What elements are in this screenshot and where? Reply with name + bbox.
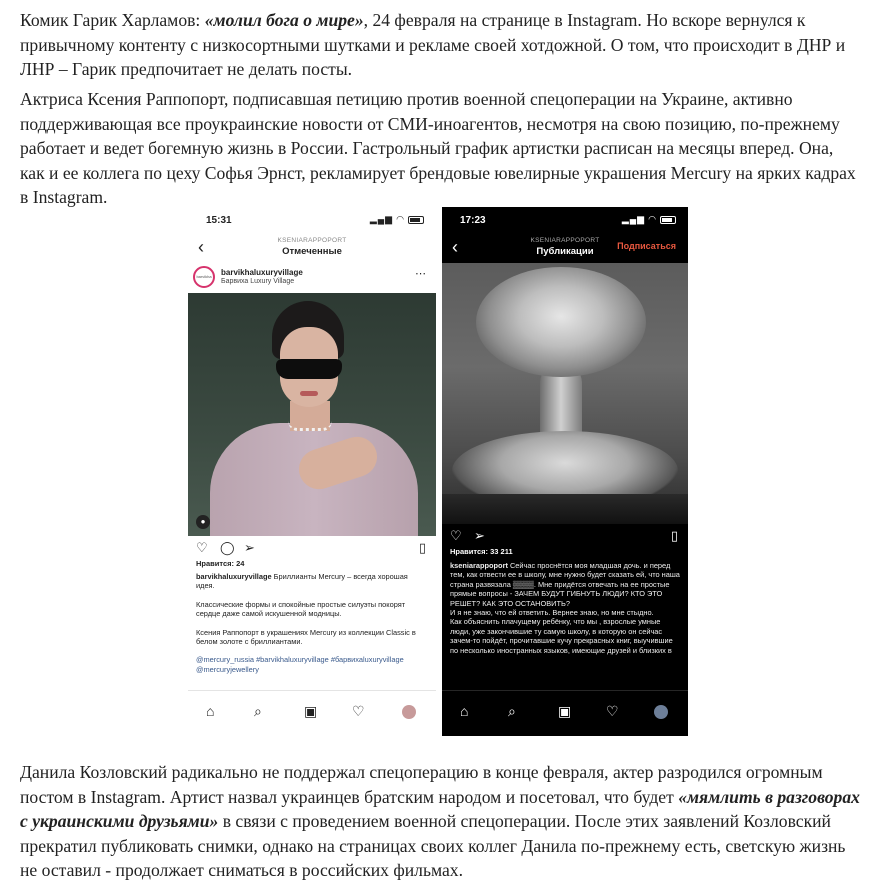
back-icon: ‹ xyxy=(198,237,204,257)
follow-button: Подписаться xyxy=(617,241,676,251)
profile-avatar-icon xyxy=(654,705,668,719)
home-icon: ⌂ xyxy=(460,703,469,719)
user-tag-icon: ● xyxy=(196,515,210,529)
likes-count: Нравится: 33 211 xyxy=(450,547,513,556)
reels-icon: ▣ xyxy=(304,703,318,719)
caption-line-3: Как объяснить плачущему ребёнку, что мы , взрослые умные люди, уже закончившие ту самую школу, в которую он сейчас зачем-то пойдёт, прочитавшие кучу прекрасных книг, выучившие по несколько иностранных языков, имеющие друзей и близких в xyxy=(450,617,673,655)
p3-suffix: в связи с проведением военной спецоперации. После этих заявлений Козловский прекратил публиковать снимки, однако на страницах своих коллег Данила по-прежнему есть, светскую жизнь не оставил - продолжает сниматься в российских фильмах. xyxy=(20,811,846,880)
paragraph-kharlamov xyxy=(20,8,860,82)
p3-quote: «мямлить в разговорах с украинскими друзьями» xyxy=(20,786,860,831)
battery-icon xyxy=(408,216,424,224)
p1-prefix: Комик Гарик Харламов: xyxy=(20,10,205,30)
home-icon: ⌂ xyxy=(206,703,215,719)
post-actions xyxy=(188,537,436,559)
post-caption xyxy=(196,572,428,674)
share-icon: ➢ xyxy=(244,540,255,555)
status-bar xyxy=(442,207,688,233)
paragraph-rappoport: Актриса Ксения Раппопорт, подписавшая петицию против военной спецоперации на Украине, активно поддерживающая все проукраинские новости от СМИ-иноагентов, несмотря на свою позицию, по-прежнему работает и ведет богемную жизнь в России. Гастрольный график артистки расписан на месяцы вперед. Она, как и ее коллега по цеху Софья Эрнст, рекламирует брендовые ювелирные украшения Mercury на ярких кадрах в Instagram. xyxy=(20,89,856,207)
account-name: KSENIARAPPOPORT xyxy=(530,237,600,244)
section-title: Публикации xyxy=(536,246,594,257)
tab-bar xyxy=(188,690,436,736)
caption-line-3: Ксения Раппопорт в украшениях Mercury из коллекции Classic в белом золоте с бриллиантами. xyxy=(196,627,416,647)
bookmark-icon: ▯ xyxy=(670,528,678,543)
status-icons: ▂▄▆ ◠ xyxy=(370,214,424,225)
profile-avatar-icon xyxy=(402,705,416,719)
comment-icon: ◯ xyxy=(220,540,235,555)
battery-icon xyxy=(660,216,676,224)
post-photo-jewelry xyxy=(188,293,436,536)
heart-icon: ♡ xyxy=(450,528,462,543)
likes-count: Нравится: 24 xyxy=(196,559,245,568)
post-caption xyxy=(450,561,680,655)
status-icons: ▂▄▆ ◠ xyxy=(622,214,676,225)
more-icon: ⋯ xyxy=(415,268,426,280)
post-photo-mushroom-cloud xyxy=(442,263,688,524)
search-icon: ⌕ xyxy=(254,703,262,719)
caption-line-1: Сейчас проснётся моя младшая дочь. и перед тем, как отвести ее в школу, мне нужно будет сказать ей, что наша страна развязала ▒▒▒▒. Мне придётся отвечать на ее простые прямые вопросы - ЗАЧЕМ БУДУТ ГИБНУТЬ ЛЮДИ? КТО ЭТО РЕШЕТ? КАК ЭТО ОСТАНОВИТЬ? xyxy=(450,561,680,608)
heart-icon: ♡ xyxy=(196,540,208,555)
post-actions xyxy=(442,525,688,547)
reels-icon: ▣ xyxy=(558,703,572,719)
nav-bar xyxy=(188,233,436,263)
caption-line-2: Классические формы и спокойные простые силуэты покорят сердце даже самой искушенной модницы. xyxy=(196,599,406,619)
share-icon: ➢ xyxy=(474,528,485,543)
caption-hashtags: @mercury_russia #barvikhaluxuryvillage #барвихаluxuryvillage @mercuryjewellery xyxy=(196,655,404,674)
p1-quote: «молил бога о мире» xyxy=(204,10,364,30)
caption-username: barvikhaluxuryvillage xyxy=(196,572,272,581)
search-icon: ⌕ xyxy=(508,703,516,719)
account-name: KSENIARAPPOPORT xyxy=(277,237,347,244)
bookmark-icon: ▯ xyxy=(418,540,426,555)
post-header xyxy=(188,263,436,293)
status-time: 17:23 xyxy=(460,215,486,226)
screenshot-tagged-post xyxy=(188,207,436,736)
avatar: barvikha xyxy=(193,266,215,288)
screenshot-publications xyxy=(442,207,688,736)
p1-suffix: , 24 февраля на странице в Instagram. Но вскоре вернулся к привычному контенту с низкосортными шутками и рекламе своей хотдожной. О том, что происходит в ДНР и ЛНР – Гарик предпочитает не делать посты. xyxy=(20,10,846,79)
p3-prefix: Данила Козловский радикально не поддержал спецоперацию в конце февраля, актер разродился огромным постом в Instagram. Артист назвал украинцев братским народом и посетовал, что будет xyxy=(20,762,823,807)
back-icon: ‹ xyxy=(452,237,458,257)
caption-username: kseniarappoport xyxy=(450,561,508,570)
post-username: barvikhaluxuryvillage xyxy=(221,268,303,277)
caption-line-1: Бриллианты Mercury – всегда хорошая идея. xyxy=(196,572,408,591)
section-title: Отмеченные xyxy=(282,246,342,257)
paragraph-kozlovsky xyxy=(20,760,860,883)
tab-bar xyxy=(442,690,688,736)
activity-icon: ♡ xyxy=(606,703,619,719)
caption-line-2: И я не знаю, что ей ответить. Вернее знаю, но мне стыдно. xyxy=(450,608,654,618)
post-location: Барвиха Luxury Village xyxy=(221,278,295,285)
activity-icon: ♡ xyxy=(352,703,365,719)
nav-bar xyxy=(442,233,688,263)
status-time: 15:31 xyxy=(206,215,232,226)
status-bar xyxy=(188,207,436,233)
